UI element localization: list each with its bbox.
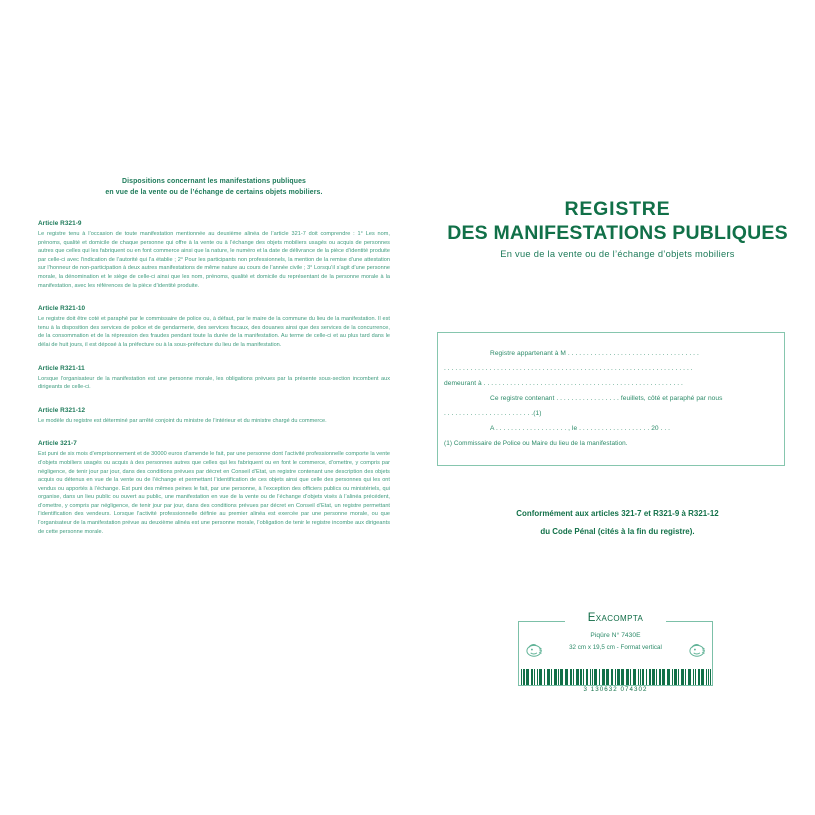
reg-footnote: (1) Commissaire de Police ou Maire du lieu de la manifestation. <box>444 440 628 447</box>
barcode-area <box>518 656 713 693</box>
article-title: Article R321-11 <box>38 364 85 372</box>
reg-field-place-date[interactable]: A . . . . . . . . . . . . . . . . . . . , le . . . . . . . . . . . . . . . . . . . 20 . . . <box>490 425 671 432</box>
left-column-heading <box>38 176 390 198</box>
product-reference: Piqûre N° 7430E <box>590 632 641 639</box>
article-block <box>38 305 390 349</box>
reg-field-owner-cont[interactable]: . . . . . . . . . . . . . . . . . . . . . . . . . . . . . . . . . . . . . . . . . . . . . . . . . . . . . . . . . . . . . . . . . . <box>444 365 693 372</box>
left-heading-line-1: Dispositions concernant les manifestations publiques <box>121 178 307 185</box>
article-title: Article R321-9 <box>38 220 82 227</box>
product-format: 32 cm x 19,5 cm - Format vertical <box>569 644 662 651</box>
conformity-note <box>420 505 815 541</box>
publisher-info-box <box>518 610 713 693</box>
article-body: Lorsque l’organisateur de la manifestation est une personne morale, les obligations prévues par la présente sous-section incombent aux dirigeants de celle-ci. <box>38 375 390 391</box>
reg-field-owner[interactable]: Registre appartenant à M . . . . . . . . . . . . . . . . . . . . . . . . . . . . . . . . . . . <box>490 350 699 357</box>
title-line-1: REGISTRE <box>564 198 671 220</box>
article-title: Article R321-10 <box>38 305 86 313</box>
conformity-line-2: du Code Pénal (cités à la fin du registre). <box>540 527 695 536</box>
page-title <box>420 198 815 263</box>
article-block <box>38 407 390 426</box>
brand-name: Exacompta <box>587 612 644 624</box>
barcode-number: 3 130632 074302 <box>583 686 648 693</box>
article-block <box>38 440 390 536</box>
reg-field-signatory[interactable]: . . . . . . . . . . . . . . . . . . . . . . . .(1) <box>444 410 542 417</box>
registration-fill-box <box>437 332 785 466</box>
reg-field-address[interactable]: demeurant à . . . . . . . . . . . . . . . . . . . . . . . . . . . . . . . . . . . . . . . . . . . . . . . . . . . . . <box>444 380 683 387</box>
title-subtitle: En vue de la vente ou de l’échange d’objets mobiliers <box>500 249 735 259</box>
reg-field-sheets[interactable]: Ce registre contenant . . . . . . . . . . . . . . . . . feuillets, côté et paraphé par nous <box>490 395 723 402</box>
conformity-line-1: Conformément aux articles 321-7 et R321-9 à R321-12 <box>516 509 719 518</box>
legal-text-column <box>38 176 390 551</box>
article-title: Article 321-7 <box>38 440 77 448</box>
ean13-barcode <box>521 669 711 685</box>
article-body: Est puni de six mois d’emprisonnement et de 30000 euros d’amende le fait, par une personne dont l’activité professionnelle comporte la vente d’objets mobiliers usagés ou acquis à des personnes autres que celles qui les fabriquent ou en font le commerce, d’omettre, y compris par négligence, de tenir jour par jour, dans des conditions prévues par décret en Conseil d’Etat, un registre contenant une description des objets acquis ou détenus en vue de la vente ou de l’échange et permettant l’identification de ces objets ainsi que celle des personnes qui les ont vendus ou apportés à l’échange. Est puni des mêmes peines le fait, par une personne, à l’exception des officiers publics ou ministériels, qui organise, dans un lieu public ou ouvert au public, une manifestation en vue de la vente ou de l’échange d’objets visés à l’alinéa précédent, d’omettre, y compris par négligence, de tenir jour par jour, dans des conditions prévues par décret en Conseil d’Etat, un registre permettant l’identification des vendeurs. Lorsque l’activité professionnelle définie au premier alinéa est exercée par une personne morale, ou que l’organisateur de la manifestation prévue au deuxième alinéa est une personne morale, l’obligation de tenir le registre incombe aux dirigeants de cette personne morale. <box>38 451 391 535</box>
article-body: Le modèle du registre est déterminé par arrêté conjoint du ministre de l’intérieur et du ministre chargé du commerce. <box>38 417 327 424</box>
title-line-2: DES MANIFESTATIONS PUBLIQUES <box>447 222 788 244</box>
article-body: Le registre tenu à l’occasion de toute manifestation mentionnée au deuxième alinéa de l’article 321-7 doit comprendre : 1° Les nom, prénoms, qualité et domicile de chaque personne qui offre à la vente ou à l’échange des objets mobiliers usagés ou acquis de personnes autres que celles qui les fabriquent ou en font commerce ainsi que la nature, le numéro et la date de délivrance de la pièce d’identité produite par celle-ci avec l’indication de l’autorité qui l’a établie ; 2° Pour les participants non professionnels, la mention de la remise d’une attestation sur l’honneur de non-participation à deux autres manifestations de même nature au cours de l’année civile ; 3° Lorsqu’il s’agit d’une personne morale, la dénomination et le siège de celle-ci ainsi que les nom, prénoms, qualité et domicile du représentant de la personne morale à la manifestation, avec les références de la pièce d’identité produite. <box>38 231 390 289</box>
article-title: Article R321-12 <box>38 406 86 414</box>
article-block <box>38 365 390 392</box>
left-heading-line-2: en vue de la vente ou de l’échange de certains objets mobiliers. <box>105 189 323 196</box>
article-block <box>38 220 390 290</box>
cover-column <box>420 0 815 815</box>
article-body: Le registre doit être coté et paraphé par le commissaire de police ou, à défaut, par le maire de la commune du lieu de la manifestation. Il est tenu à la disposition des services de police et de gendarmerie, des services fiscaux, des douanes ainsi que des services de la concurrence, de la consommation et de la répression des fraudes pendant toute la durée de la manifestation. Au terme de celle-ci et au plus tard dans le délai de huit jours, il est déposé à la préfecture ou à la sous-préfecture du lieu de la manifestation. <box>38 316 390 348</box>
